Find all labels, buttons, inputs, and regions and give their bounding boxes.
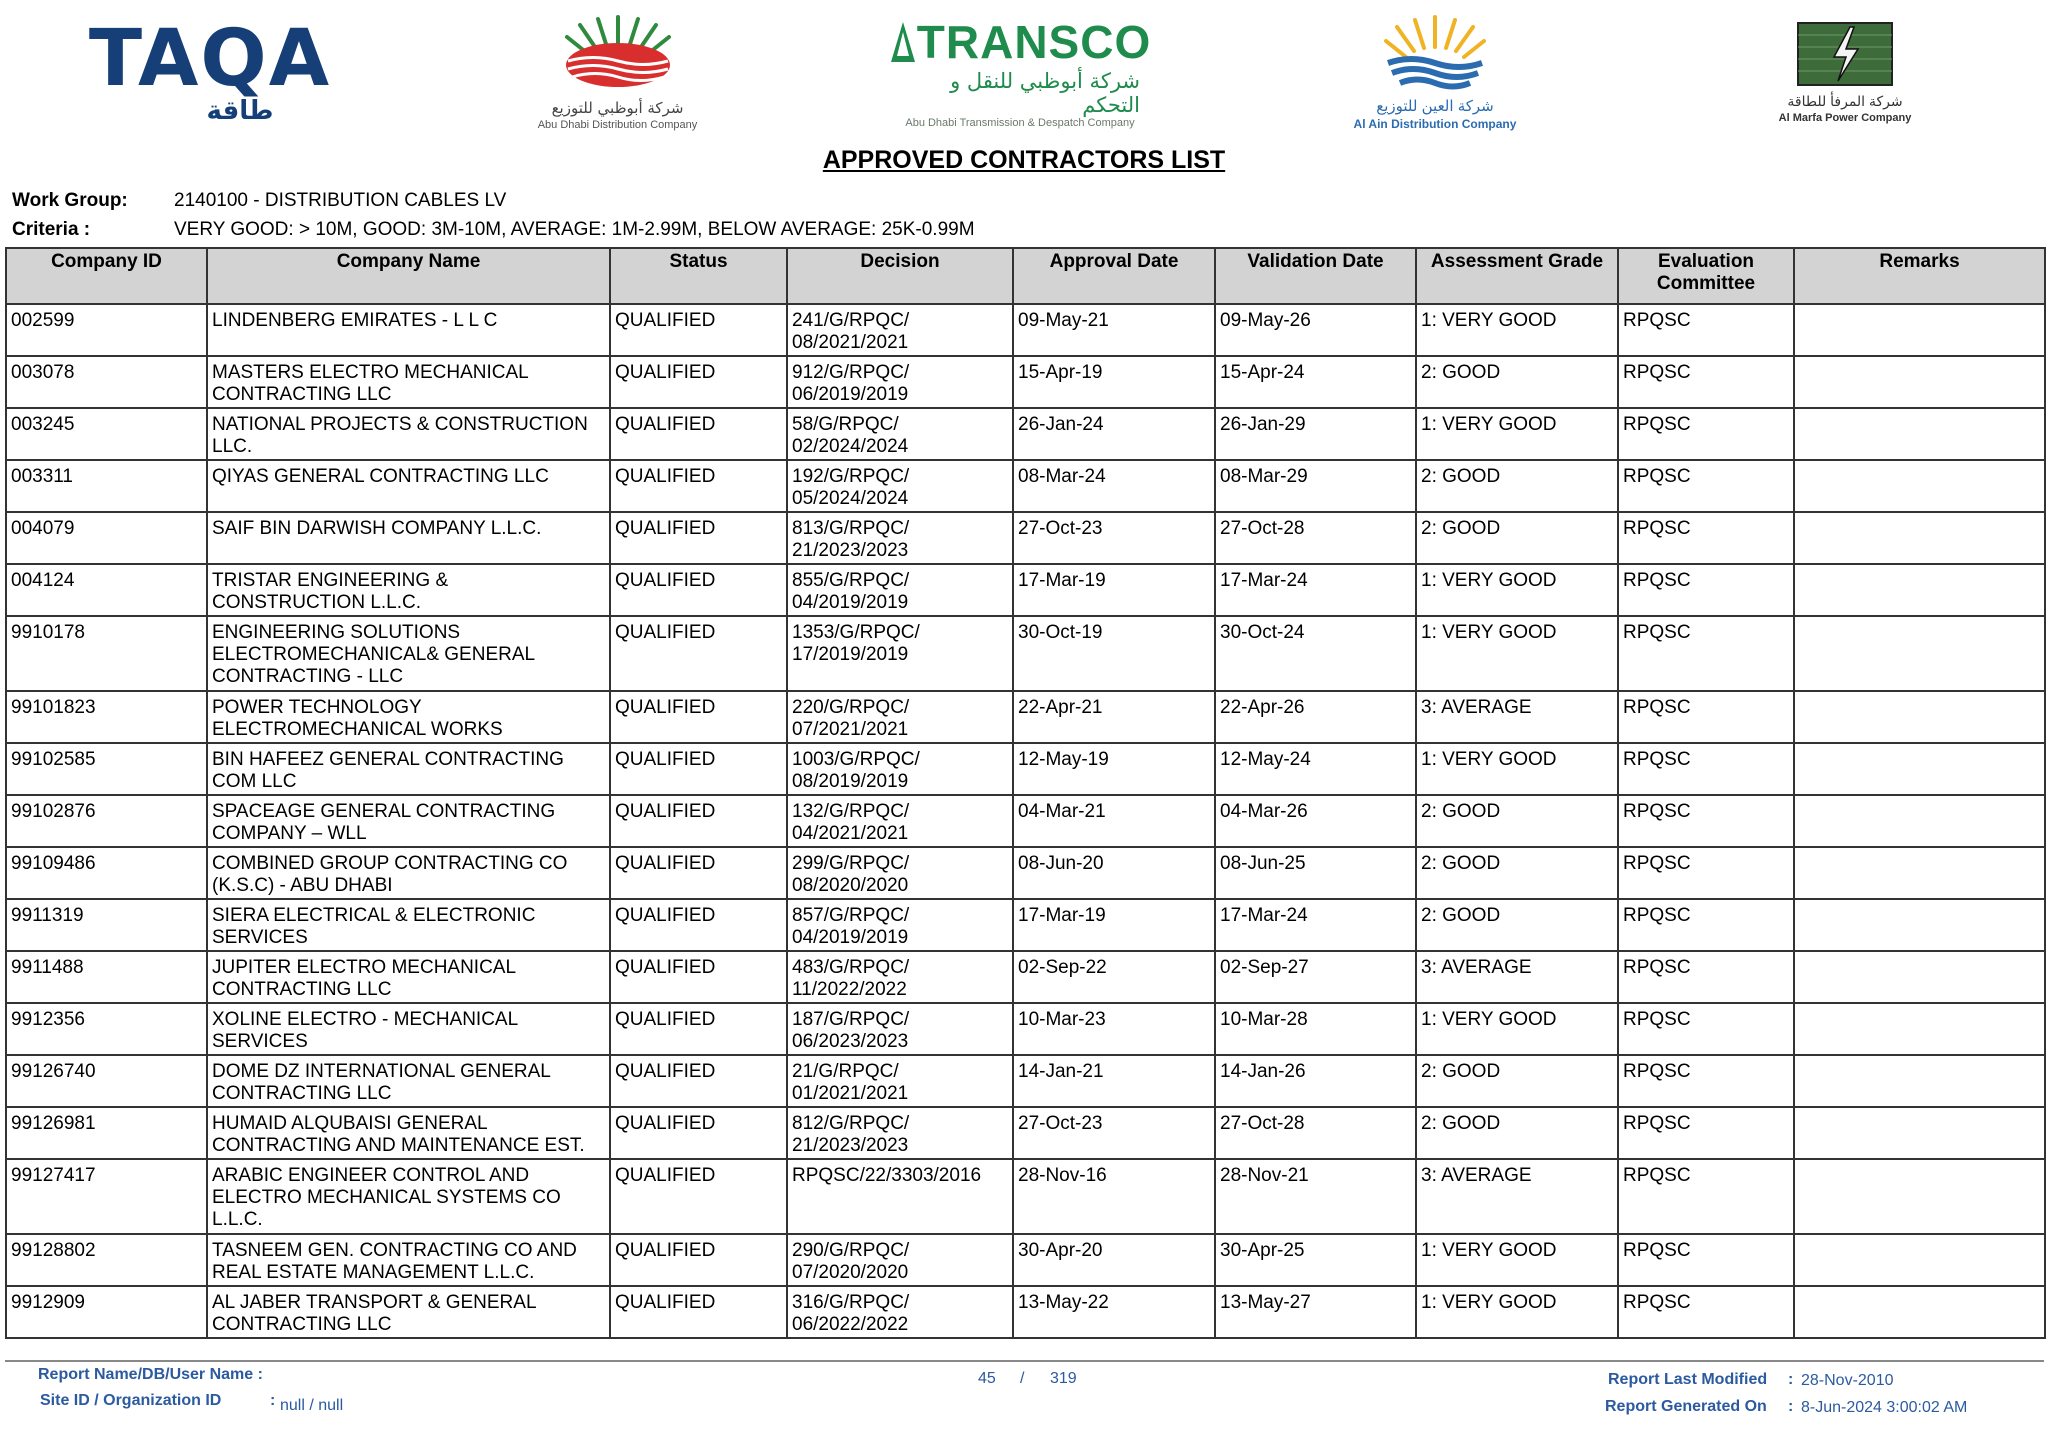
addc-emblem-icon [558, 13, 678, 93]
approval-date-cell: 28-Nov-16 [1013, 1159, 1215, 1234]
validation-date-cell: 27-Oct-28 [1215, 512, 1416, 564]
evaluation-committee-cell: RPQSC [1618, 795, 1794, 847]
company-name-cell: MASTERS ELECTRO MECHANICAL CONTRACTING LLC [207, 356, 610, 408]
assessment-grade-cell: 3: AVERAGE [1416, 691, 1618, 743]
company-name-cell: SAIF BIN DARWISH COMPANY L.L.C. [207, 512, 610, 564]
assessment-grade-cell: 1: VERY GOOD [1416, 1003, 1618, 1055]
validation-date-cell: 14-Jan-26 [1215, 1055, 1416, 1107]
page-current: 45 [978, 1370, 996, 1387]
last-modified-value: 28-Nov-2010 [1801, 1372, 1894, 1389]
approval-date-cell: 04-Mar-21 [1013, 795, 1215, 847]
evaluation-committee-cell: RPQSC [1618, 616, 1794, 691]
company-name-cell: ENGINEERING SOLUTIONS ELECTROMECHANICAL& GENERAL CONTRACTING - LLC [207, 616, 610, 691]
criteria-label: Criteria : [12, 219, 91, 240]
addc-logo [505, 12, 730, 132]
company-id-cell: 002599 [6, 304, 207, 356]
status-cell: QUALIFIED [610, 1055, 787, 1107]
company-id-cell: 9911319 [6, 899, 207, 951]
approval-date-cell: 13-May-22 [1013, 1286, 1215, 1338]
remarks-cell [1794, 1003, 2045, 1055]
report-name-label: Report Name/DB/User Name : [38, 1366, 263, 1383]
page-title: APPROVED CONTRACTORS LIST [822, 146, 1226, 174]
decision-cell: 855/G/RPQC/ 04/2019/2019 [787, 564, 1013, 616]
evaluation-committee-cell: RPQSC [1618, 1234, 1794, 1286]
assessment-grade-cell: 3: AVERAGE [1416, 1159, 1618, 1234]
status-cell: QUALIFIED [610, 356, 787, 408]
table-row [6, 1055, 2045, 1107]
table-row [6, 1107, 2045, 1159]
evaluation-committee-cell: RPQSC [1618, 743, 1794, 795]
company-name-cell: TASNEEM GEN. CONTRACTING CO AND REAL ESTATE MANAGEMENT L.L.C. [207, 1234, 610, 1286]
validation-date-cell: 04-Mar-26 [1215, 795, 1416, 847]
validation-date-cell: 30-Oct-24 [1215, 616, 1416, 691]
company-name-cell: NATIONAL PROJECTS & CONSTRUCTION LLC. [207, 408, 610, 460]
validation-date-cell: 22-Apr-26 [1215, 691, 1416, 743]
evaluation-committee-cell: RPQSC [1618, 564, 1794, 616]
status-cell: QUALIFIED [610, 1286, 787, 1338]
page-separator: / [1020, 1370, 1025, 1387]
decision-cell: 813/G/RPQC/ 21/2023/2023 [787, 512, 1013, 564]
company-id-cell: 003311 [6, 460, 207, 512]
approval-date-cell: 10-Mar-23 [1013, 1003, 1215, 1055]
work-group-label: Work Group: [12, 190, 128, 211]
transco-logo [900, 12, 1152, 132]
decision-cell: 316/G/RPQC/ 06/2022/2022 [787, 1286, 1013, 1338]
remarks-cell [1794, 795, 2045, 847]
assessment-grade-cell: 2: GOOD [1416, 899, 1618, 951]
table-row [6, 795, 2045, 847]
status-cell: QUALIFIED [610, 691, 787, 743]
column-header-company-name: Company Name [207, 248, 610, 304]
validation-date-cell: 12-May-24 [1215, 743, 1416, 795]
company-name-cell: JUPITER ELECTRO MECHANICAL CONTRACTING LLC [207, 951, 610, 1003]
aadc-logo [1320, 12, 1550, 132]
company-id-cell: 003245 [6, 408, 207, 460]
remarks-cell [1794, 691, 2045, 743]
evaluation-committee-cell: RPQSC [1618, 951, 1794, 1003]
validation-date-cell: 10-Mar-28 [1215, 1003, 1416, 1055]
column-header-status: Status [610, 248, 787, 304]
company-id-cell: 99102585 [6, 743, 207, 795]
company-id-cell: 99126740 [6, 1055, 207, 1107]
aadc-logo-english: Al Ain Distribution Company [1353, 117, 1517, 131]
decision-cell: 192/G/RPQC/ 05/2024/2024 [787, 460, 1013, 512]
remarks-cell [1794, 512, 2045, 564]
status-cell: QUALIFIED [610, 847, 787, 899]
status-cell: QUALIFIED [610, 1107, 787, 1159]
status-cell: QUALIFIED [610, 951, 787, 1003]
validation-date-cell: 26-Jan-29 [1215, 408, 1416, 460]
company-id-cell: 99127417 [6, 1159, 207, 1234]
transco-logo-word: TRANSCO [916, 16, 1152, 68]
remarks-cell [1794, 460, 2045, 512]
company-id-cell: 004124 [6, 564, 207, 616]
approval-date-cell: 27-Oct-23 [1013, 1107, 1215, 1159]
aadc-emblem-icon [1380, 13, 1490, 93]
decision-cell: 812/G/RPQC/ 21/2023/2023 [787, 1107, 1013, 1159]
approval-date-cell: 30-Apr-20 [1013, 1234, 1215, 1286]
assessment-grade-cell: 2: GOOD [1416, 512, 1618, 564]
marfa-bolt-icon [1796, 21, 1894, 87]
site-id-colon: : [270, 1392, 276, 1409]
company-name-cell: HUMAID ALQUBAISI GENERAL CONTRACTING AND MAINTENANCE EST. [207, 1107, 610, 1159]
decision-cell: 1353/G/RPQC/ 17/2019/2019 [787, 616, 1013, 691]
addc-logo-arabic: شركة أبوظبي للتوزيع [551, 99, 684, 117]
decision-cell: 187/G/RPQC/ 06/2023/2023 [787, 1003, 1013, 1055]
evaluation-committee-cell: RPQSC [1618, 1286, 1794, 1338]
status-cell: QUALIFIED [610, 512, 787, 564]
validation-date-cell: 08-Mar-29 [1215, 460, 1416, 512]
validation-date-cell: 09-May-26 [1215, 304, 1416, 356]
column-header-company-id: Company ID [6, 248, 207, 304]
assessment-grade-cell: 1: VERY GOOD [1416, 743, 1618, 795]
company-name-cell: SIERA ELECTRICAL & ELECTRONIC SERVICES [207, 899, 610, 951]
evaluation-committee-cell: RPQSC [1618, 847, 1794, 899]
approval-date-cell: 17-Mar-19 [1013, 564, 1215, 616]
taqa-logo-arabic: طاقة [206, 96, 274, 126]
table-row [6, 847, 2045, 899]
site-id-value: null / null [280, 1397, 344, 1414]
decision-cell: 132/G/RPQC/ 04/2021/2021 [787, 795, 1013, 847]
remarks-cell [1794, 616, 2045, 691]
decision-cell: 241/G/RPQC/ 08/2021/2021 [787, 304, 1013, 356]
company-id-cell: 99109486 [6, 847, 207, 899]
status-cell: QUALIFIED [610, 564, 787, 616]
assessment-grade-cell: 1: VERY GOOD [1416, 1234, 1618, 1286]
transco-tower-icon [889, 20, 917, 64]
remarks-cell [1794, 899, 2045, 951]
assessment-grade-cell: 2: GOOD [1416, 1055, 1618, 1107]
remarks-cell [1794, 743, 2045, 795]
approval-date-cell: 15-Apr-19 [1013, 356, 1215, 408]
approval-date-cell: 02-Sep-22 [1013, 951, 1215, 1003]
decision-cell: 483/G/RPQC/ 11/2022/2022 [787, 951, 1013, 1003]
table-row [6, 408, 2045, 460]
table-row [6, 1234, 2045, 1286]
company-id-cell: 99126981 [6, 1107, 207, 1159]
evaluation-committee-cell: RPQSC [1618, 512, 1794, 564]
remarks-cell [1794, 1234, 2045, 1286]
company-name-cell: XOLINE ELECTRO - MECHANICAL SERVICES [207, 1003, 610, 1055]
evaluation-committee-cell: RPQSC [1618, 1055, 1794, 1107]
approval-date-cell: 26-Jan-24 [1013, 408, 1215, 460]
company-id-cell: 004079 [6, 512, 207, 564]
company-name-cell: TRISTAR ENGINEERING & CONSTRUCTION L.L.C. [207, 564, 610, 616]
company-id-cell: 9911488 [6, 951, 207, 1003]
validation-date-cell: 30-Apr-25 [1215, 1234, 1416, 1286]
assessment-grade-cell: 2: GOOD [1416, 1107, 1618, 1159]
evaluation-committee-cell: RPQSC [1618, 899, 1794, 951]
evaluation-committee-cell: RPQSC [1618, 1003, 1794, 1055]
logo-strip [0, 0, 2048, 140]
assessment-grade-cell: 3: AVERAGE [1416, 951, 1618, 1003]
table-row [6, 304, 2045, 356]
status-cell: QUALIFIED [610, 408, 787, 460]
marfa-logo-english: Al Marfa Power Company [1778, 111, 1912, 124]
assessment-grade-cell: 2: GOOD [1416, 847, 1618, 899]
status-cell: QUALIFIED [610, 460, 787, 512]
company-name-cell: SPACEAGE GENERAL CONTRACTING COMPANY – WLL [207, 795, 610, 847]
last-modified-colon: : [1788, 1371, 1794, 1388]
table-body [6, 304, 2045, 1338]
validation-date-cell: 28-Nov-21 [1215, 1159, 1416, 1234]
company-name-cell: LINDENBERG EMIRATES - L L C [207, 304, 610, 356]
table-row [6, 743, 2045, 795]
decision-cell: 58/G/RPQC/ 02/2024/2024 [787, 408, 1013, 460]
company-name-cell: QIYAS GENERAL CONTRACTING LLC [207, 460, 610, 512]
approval-date-cell: 30-Oct-19 [1013, 616, 1215, 691]
company-name-cell: COMBINED GROUP CONTRACTING CO (K.S.C) - ABU DHABI [207, 847, 610, 899]
remarks-cell [1794, 356, 2045, 408]
remarks-cell [1794, 1055, 2045, 1107]
addc-logo-english: Abu Dhabi Distribution Company [537, 119, 698, 131]
decision-cell: 290/G/RPQC/ 07/2020/2020 [787, 1234, 1013, 1286]
marfa-logo-arabic: شركة المرفأ للطاقة [1787, 92, 1903, 109]
transco-logo-arabic: شركة أبوظبي للنقل و التحكم [950, 69, 1140, 117]
table-row [6, 512, 2045, 564]
validation-date-cell: 15-Apr-24 [1215, 356, 1416, 408]
validation-date-cell: 17-Mar-24 [1215, 564, 1416, 616]
transco-logo-english: Abu Dhabi Transmission & Despatch Company [905, 117, 1135, 129]
remarks-cell [1794, 847, 2045, 899]
assessment-grade-cell: 1: VERY GOOD [1416, 1286, 1618, 1338]
column-header-approval-date: Approval Date [1013, 248, 1215, 304]
taqa-logo-word: TAQA [88, 14, 332, 104]
evaluation-committee-cell: RPQSC [1618, 1159, 1794, 1234]
table-row [6, 460, 2045, 512]
company-id-cell: 99101823 [6, 691, 207, 743]
decision-cell: 21/G/RPQC/ 01/2021/2021 [787, 1055, 1013, 1107]
status-cell: QUALIFIED [610, 304, 787, 356]
approval-date-cell: 27-Oct-23 [1013, 512, 1215, 564]
table-row [6, 691, 2045, 743]
table-row [6, 951, 2045, 1003]
company-id-cell: 9910178 [6, 616, 207, 691]
approval-date-cell: 08-Mar-24 [1013, 460, 1215, 512]
validation-date-cell: 13-May-27 [1215, 1286, 1416, 1338]
assessment-grade-cell: 1: VERY GOOD [1416, 408, 1618, 460]
table-row [6, 1286, 2045, 1338]
table-row [6, 1003, 2045, 1055]
evaluation-committee-cell: RPQSC [1618, 304, 1794, 356]
remarks-cell [1794, 1159, 2045, 1234]
remarks-cell [1794, 564, 2045, 616]
company-id-cell: 99102876 [6, 795, 207, 847]
status-cell: QUALIFIED [610, 795, 787, 847]
company-name-cell: POWER TECHNOLOGY ELECTROMECHANICAL WORKS [207, 691, 610, 743]
validation-date-cell: 17-Mar-24 [1215, 899, 1416, 951]
status-cell: QUALIFIED [610, 1159, 787, 1234]
status-cell: QUALIFIED [610, 1234, 787, 1286]
aadc-logo-arabic: شركة العين للتوزيع [1376, 98, 1494, 115]
assessment-grade-cell: 1: VERY GOOD [1416, 564, 1618, 616]
work-group-value: 2140100 - DISTRIBUTION CABLES LV [174, 190, 507, 211]
approval-date-cell: 12-May-19 [1013, 743, 1215, 795]
company-name-cell: DOME DZ INTERNATIONAL GENERAL CONTRACTING LLC [207, 1055, 610, 1107]
company-id-cell: 003078 [6, 356, 207, 408]
table-row [6, 616, 2045, 691]
marfa-logo [1745, 12, 1945, 132]
evaluation-committee-cell: RPQSC [1618, 356, 1794, 408]
column-header-remarks: Remarks [1794, 248, 2045, 304]
generated-value: 8-Jun-2024 3:00:02 AM [1801, 1399, 1968, 1416]
footer-divider [5, 1360, 2044, 1362]
column-header-evaluation-committee: Evaluation Committee [1618, 248, 1794, 304]
work-group-line [12, 190, 506, 212]
column-header-validation-date: Validation Date [1215, 248, 1416, 304]
decision-cell: 220/G/RPQC/ 07/2021/2021 [787, 691, 1013, 743]
decision-cell: 299/G/RPQC/ 08/2020/2020 [787, 847, 1013, 899]
approval-date-cell: 08-Jun-20 [1013, 847, 1215, 899]
assessment-grade-cell: 1: VERY GOOD [1416, 304, 1618, 356]
decision-cell: RPQSC/22/3303/2016 [787, 1159, 1013, 1234]
evaluation-committee-cell: RPQSC [1618, 460, 1794, 512]
approval-date-cell: 14-Jan-21 [1013, 1055, 1215, 1107]
validation-date-cell: 08-Jun-25 [1215, 847, 1416, 899]
decision-cell: 857/G/RPQC/ 04/2019/2019 [787, 899, 1013, 951]
company-id-cell: 9912909 [6, 1286, 207, 1338]
evaluation-committee-cell: RPQSC [1618, 408, 1794, 460]
decision-cell: 1003/G/RPQC/ 08/2019/2019 [787, 743, 1013, 795]
evaluation-committee-cell: RPQSC [1618, 1107, 1794, 1159]
remarks-cell [1794, 408, 2045, 460]
validation-date-cell: 02-Sep-27 [1215, 951, 1416, 1003]
column-header-decision: Decision [787, 248, 1013, 304]
table-row [6, 899, 2045, 951]
approval-date-cell: 22-Apr-21 [1013, 691, 1215, 743]
generated-colon: : [1788, 1398, 1794, 1415]
page-total: 319 [1050, 1370, 1077, 1387]
contractors-table [5, 247, 2046, 1339]
criteria-line [12, 219, 975, 241]
status-cell: QUALIFIED [610, 1003, 787, 1055]
company-name-cell: ARABIC ENGINEER CONTROL AND ELECTRO MECHANICAL SYSTEMS CO L.L.C. [207, 1159, 610, 1234]
assessment-grade-cell: 2: GOOD [1416, 356, 1618, 408]
site-id-label: Site ID / Organization ID [40, 1392, 222, 1409]
company-name-cell: BIN HAFEEZ GENERAL CONTRACTING COM LLC [207, 743, 610, 795]
table-header-row [6, 248, 2045, 304]
last-modified-label: Report Last Modified [1608, 1371, 1768, 1388]
criteria-value: VERY GOOD: > 10M, GOOD: 3M-10M, AVERAGE: 1M-2.99M, BELOW AVERAGE: 25K-0.99M [174, 219, 975, 240]
status-cell: QUALIFIED [610, 743, 787, 795]
report-footer [0, 1358, 2048, 1448]
validation-date-cell: 27-Oct-28 [1215, 1107, 1416, 1159]
generated-label: Report Generated On [1605, 1398, 1767, 1415]
status-cell: QUALIFIED [610, 899, 787, 951]
assessment-grade-cell: 1: VERY GOOD [1416, 616, 1618, 691]
company-id-cell: 99128802 [6, 1234, 207, 1286]
company-id-cell: 9912356 [6, 1003, 207, 1055]
status-cell: QUALIFIED [610, 616, 787, 691]
taqa-logo [88, 12, 332, 132]
column-header-assessment-grade: Assessment Grade [1416, 248, 1618, 304]
table-row [6, 564, 2045, 616]
assessment-grade-cell: 2: GOOD [1416, 795, 1618, 847]
approval-date-cell: 17-Mar-19 [1013, 899, 1215, 951]
company-name-cell: AL JABER TRANSPORT & GENERAL CONTRACTING LLC [207, 1286, 610, 1338]
table-row [6, 356, 2045, 408]
remarks-cell [1794, 1286, 2045, 1338]
decision-cell: 912/G/RPQC/ 06/2019/2019 [787, 356, 1013, 408]
approval-date-cell: 09-May-21 [1013, 304, 1215, 356]
remarks-cell [1794, 1107, 2045, 1159]
assessment-grade-cell: 2: GOOD [1416, 460, 1618, 512]
remarks-cell [1794, 951, 2045, 1003]
evaluation-committee-cell: RPQSC [1618, 691, 1794, 743]
remarks-cell [1794, 304, 2045, 356]
table-row [6, 1159, 2045, 1234]
